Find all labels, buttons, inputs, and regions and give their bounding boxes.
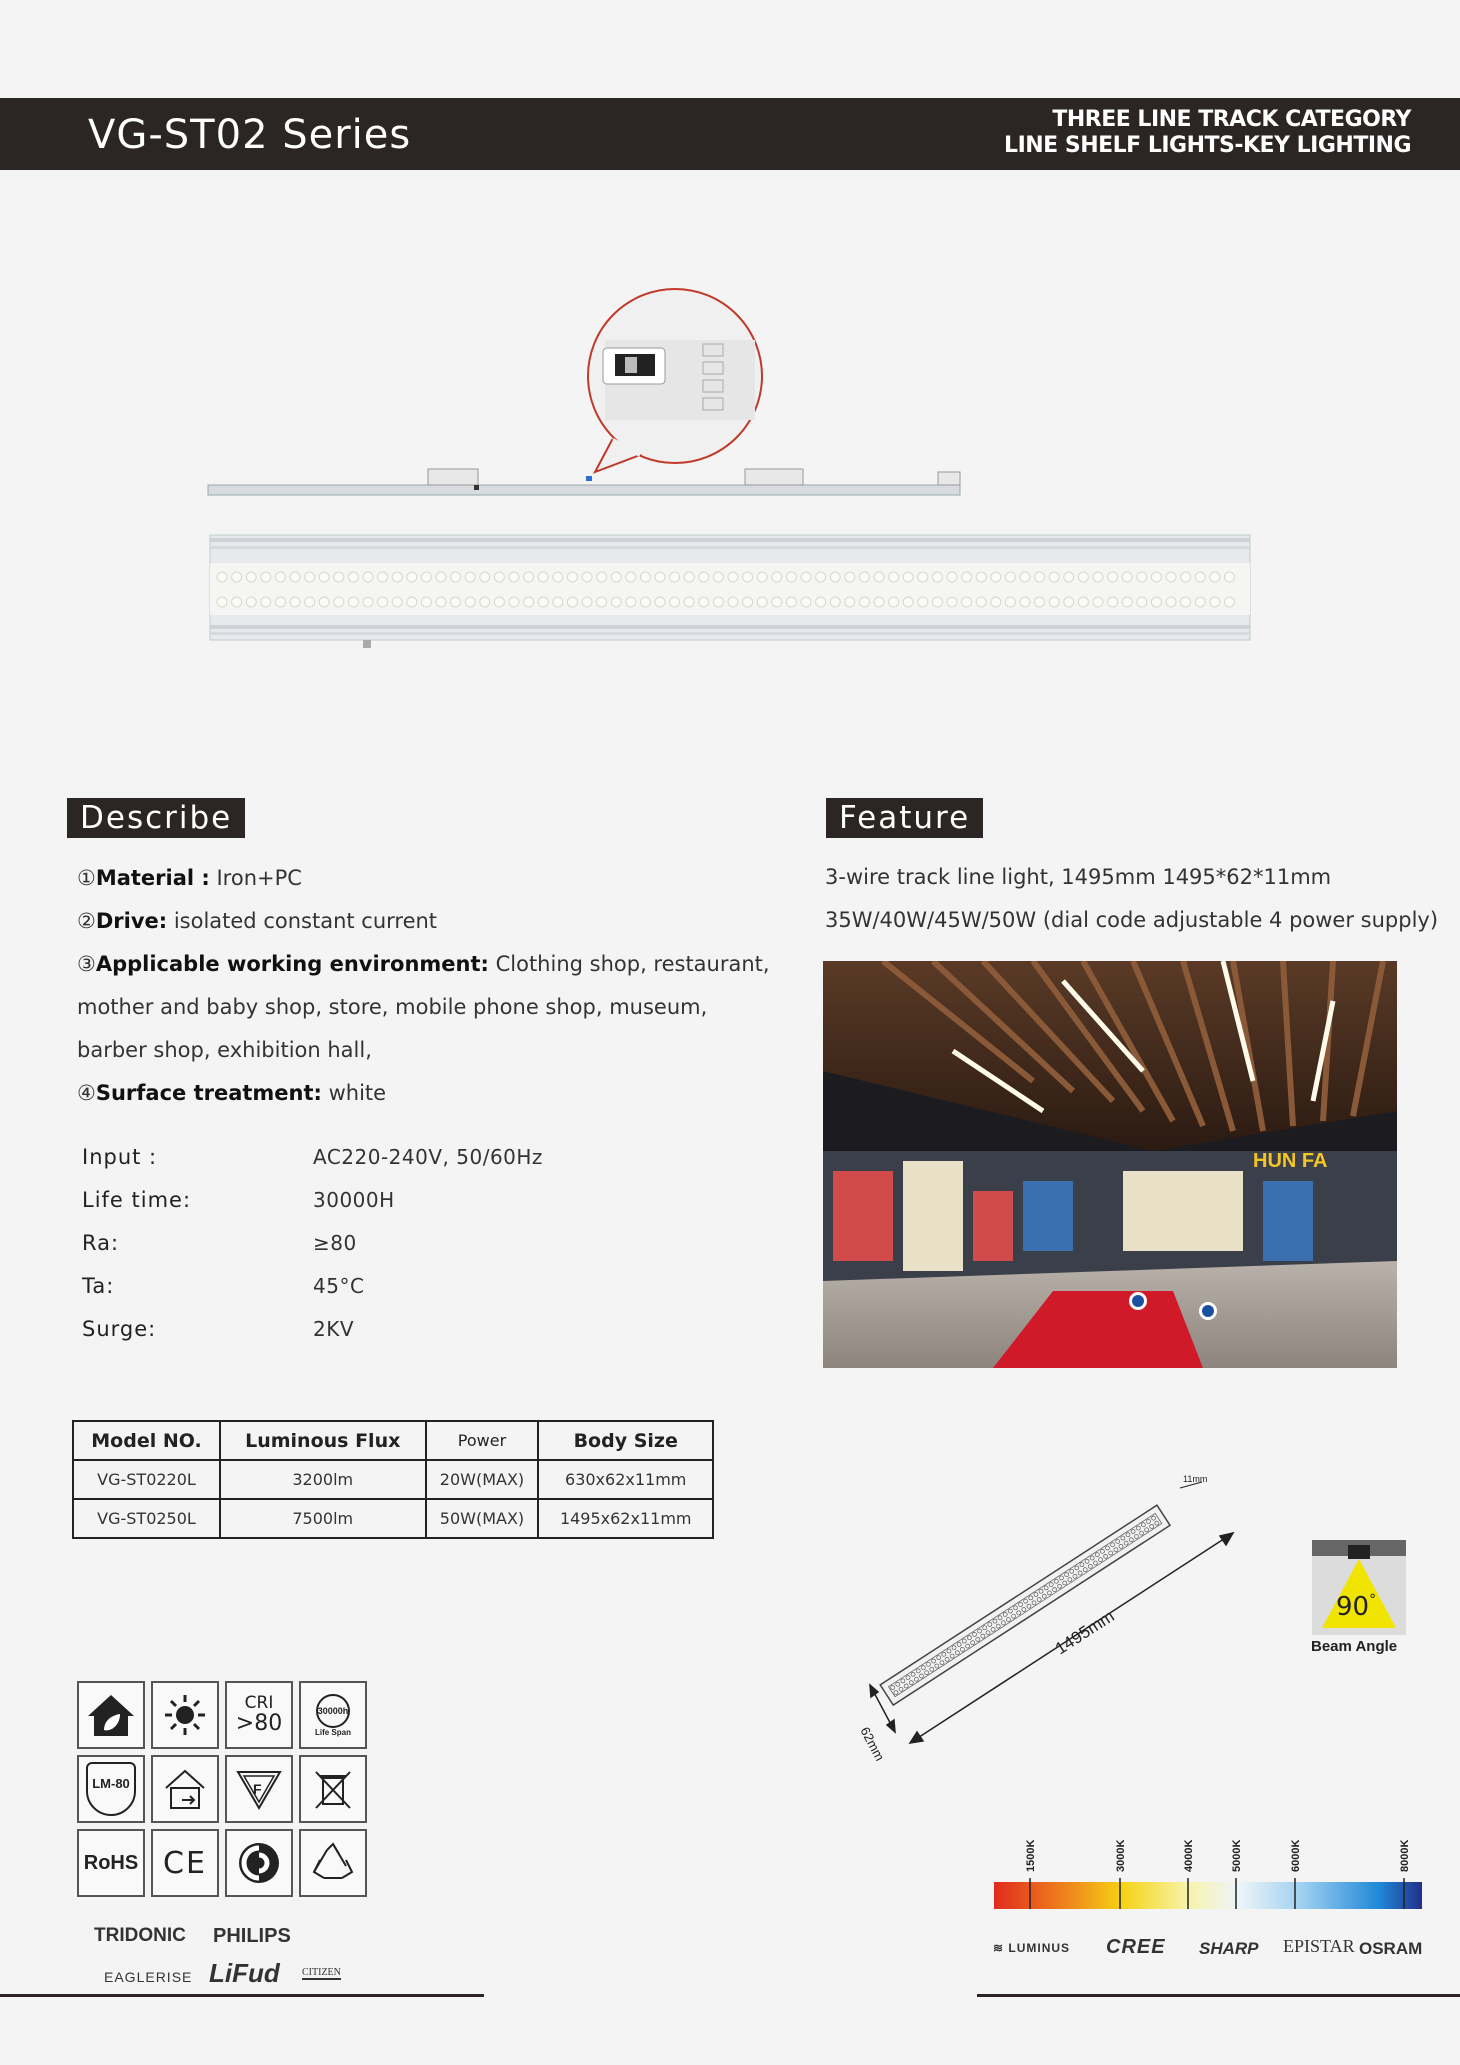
header-subtitle (1004, 107, 1411, 159)
describe-item: ③Applicable working environment: Clothing shop, restaurant, (77, 952, 770, 976)
brand-tridonic: TRIDONIC (94, 1925, 186, 1946)
table-cell: VG-ST0250L (73, 1499, 220, 1538)
table-cell: 7500lm (220, 1499, 426, 1538)
zoom-callout (588, 289, 762, 472)
table-cell: 1495x62x11mm (538, 1499, 713, 1538)
color-temp-label: 4000K (1183, 1839, 1195, 1872)
models-table (72, 1420, 714, 1539)
lm80-icon: LM-80 (77, 1755, 145, 1823)
green-dot-icon (225, 1829, 293, 1897)
brand-lifud: LiFud (209, 1958, 280, 1988)
table-cell: 3200lm (220, 1460, 426, 1499)
color-temp-label: 5000K (1231, 1839, 1243, 1872)
width-label: 62mm (857, 1724, 888, 1764)
brand-osram: OSRAM (1359, 1939, 1423, 1958)
brand-philips: PHILIPS (213, 1925, 291, 1947)
table-row (73, 1460, 713, 1499)
color-temp-label: 8000K (1399, 1839, 1411, 1872)
spec-value-ra: ≥80 (313, 1231, 357, 1255)
page-title: VG-ST02 Series (88, 112, 412, 158)
feature-line-2: 35W/40W/45W/50W (dial code adjustable 4 power supply) (825, 908, 1439, 932)
table-cell: 20W(MAX) (426, 1460, 539, 1499)
front-view-panel (210, 535, 1250, 648)
table-header: Body Size (538, 1421, 713, 1460)
color-temp-label: 3000K (1115, 1839, 1127, 1872)
spec-label-input: Input : (82, 1145, 158, 1169)
rohs-icon: RoHS (77, 1829, 145, 1897)
recycle-icon (299, 1829, 367, 1897)
spec-value-lifetime: 30000H (313, 1188, 395, 1212)
side-view-rail (208, 469, 960, 495)
table-cell: VG-ST0220L (73, 1460, 220, 1499)
color-temp-label: 6000K (1290, 1839, 1302, 1872)
brand-epistar: EPISTAR (1283, 1936, 1355, 1956)
brand-citizen: CITIZEN (302, 1967, 341, 1978)
sun-icon (151, 1681, 219, 1749)
table-header: Power (426, 1421, 539, 1460)
subtitle-line-2: LINE SHELF LIGHTS-KEY LIGHTING (1004, 133, 1411, 158)
spec-value-input: AC220-240V, 50/60Hz (313, 1145, 543, 1169)
spec-label-surge: Surge: (82, 1317, 157, 1341)
color-temp-scale (992, 1820, 1422, 1920)
weee-bin-icon (299, 1755, 367, 1823)
svg-text:F: F (253, 1781, 262, 1797)
footer-line-left (0, 1994, 484, 1997)
describe-item: barber shop, exhibition hall, (77, 1038, 372, 1062)
table-header: Model NO. (73, 1421, 220, 1460)
life-span-icon: 30000h Life Span (299, 1681, 367, 1749)
store-photo (823, 961, 1397, 1368)
table-cell: 630x62x11mm (538, 1460, 713, 1499)
home-leaf-icon (77, 1681, 145, 1749)
length-label: 1495mm (1051, 1606, 1118, 1659)
product-illustration (200, 280, 1260, 660)
color-temp-label: 1500K (1025, 1839, 1037, 1872)
dimension-drawing (840, 1470, 1260, 1770)
describe-item: ④Surface treatment: white (77, 1081, 387, 1105)
describe-heading: Describe (67, 798, 245, 838)
feature-heading: Feature (826, 798, 983, 838)
spec-value-surge: 2KV (313, 1317, 355, 1341)
brand-eaglerise: EAGLERISE (104, 1969, 193, 1985)
spec-label-ta: Ta: (82, 1274, 115, 1298)
describe-item: ②Drive: isolated constant current (77, 909, 438, 933)
table-header-row (73, 1421, 713, 1460)
subtitle-line-1: THREE LINE TRACK CATEGORY (1052, 107, 1411, 132)
describe-item: ①Material : Iron+PC (77, 866, 302, 890)
height-label: 11mm (1183, 1474, 1208, 1484)
store-sign: HUN FA (1253, 1150, 1328, 1172)
house-arrow-icon (151, 1755, 219, 1823)
brand-luminus: ≋ LUMINUS (993, 1941, 1071, 1955)
beam-angle-label: Beam Angle (1311, 1638, 1398, 1655)
beam-angle-icon: 90° (1312, 1540, 1406, 1635)
table-cell: 50W(MAX) (426, 1499, 539, 1538)
table-row (73, 1499, 713, 1538)
beam-angle-value: 90 (1336, 1592, 1370, 1622)
cri-icon: CRI >80 (225, 1681, 293, 1749)
spec-label-lifetime: Life time: (82, 1188, 192, 1212)
spec-label-ra: Ra: (82, 1231, 120, 1255)
spec-value-ta: 45°C (313, 1274, 365, 1298)
brand-sharp: SHARP (1199, 1939, 1259, 1958)
f-triangle-icon (225, 1755, 293, 1823)
ce-icon: CE (151, 1829, 219, 1897)
table-header: Luminous Flux (220, 1421, 426, 1460)
describe-item: mother and baby shop, store, mobile phone shop, museum, (77, 995, 708, 1019)
feature-line-1: 3-wire track line light, 1495mm 1495*62*11mm (825, 865, 1332, 889)
brand-cree: CREE (1106, 1936, 1166, 1958)
footer-line-right (977, 1994, 1460, 1997)
